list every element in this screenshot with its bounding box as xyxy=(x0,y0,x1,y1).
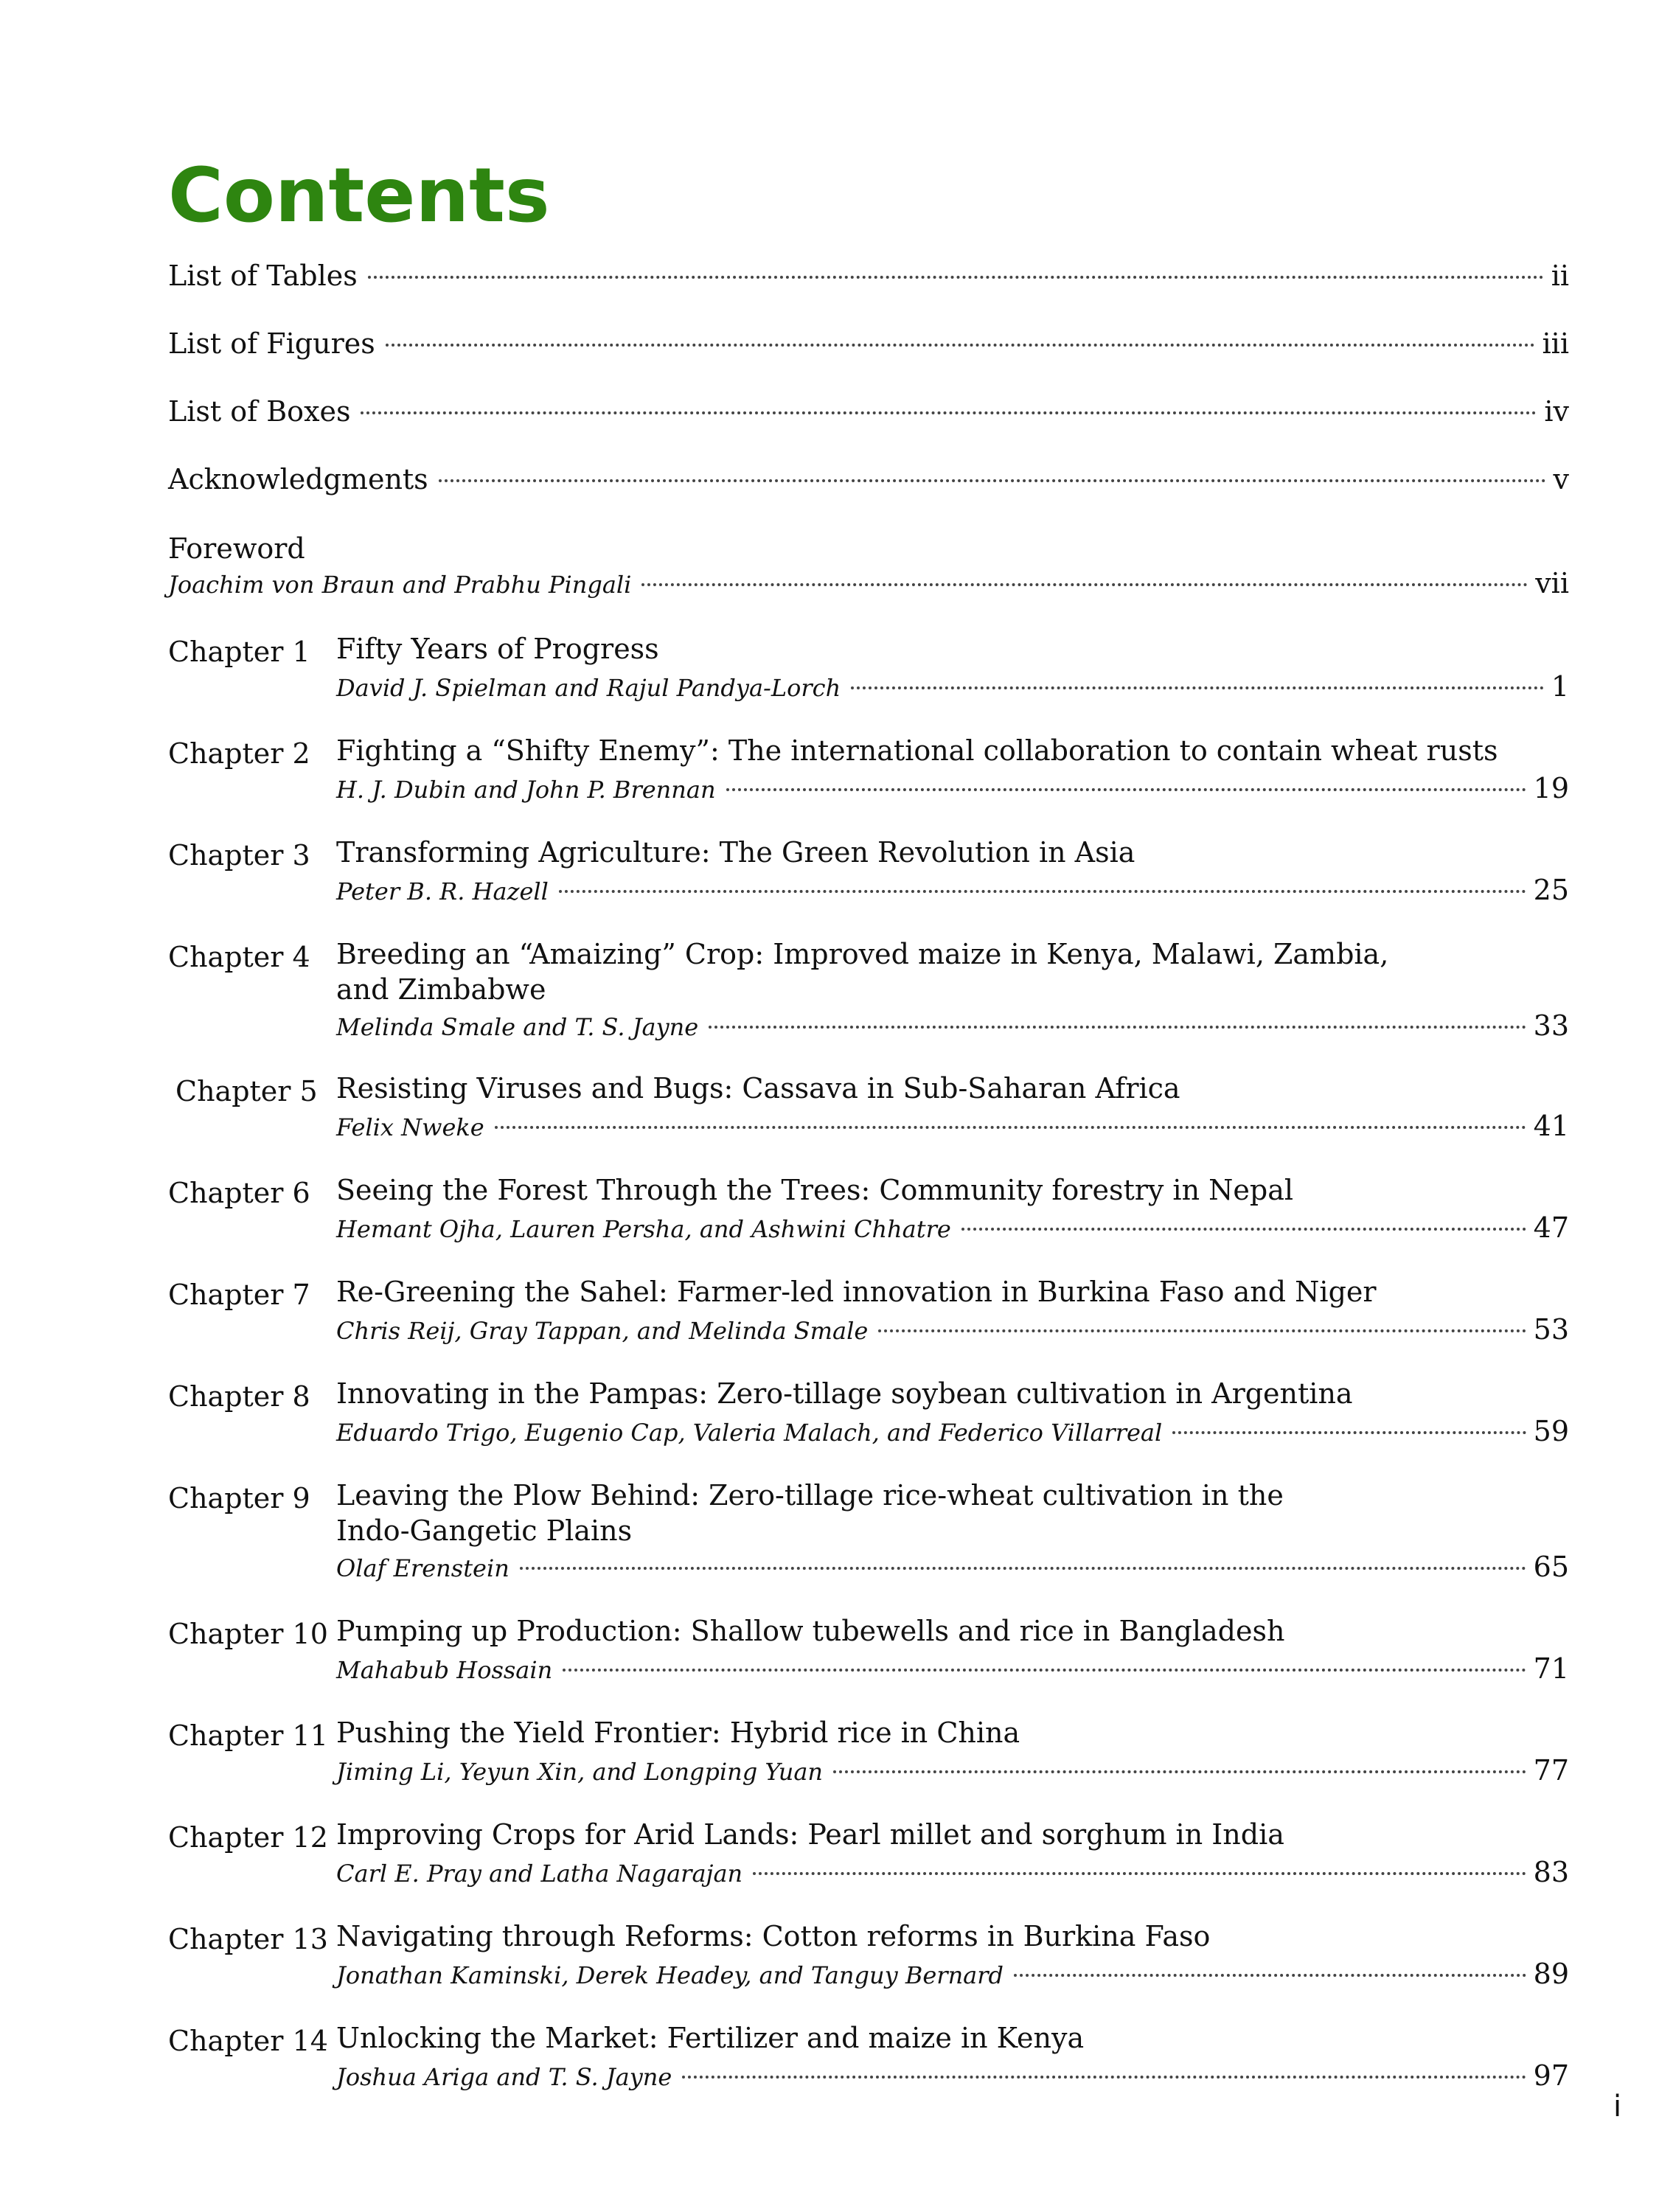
dot-leader xyxy=(368,276,1544,279)
toc-entry-acknowledgments[interactable] xyxy=(168,459,1569,500)
dot-leader xyxy=(439,479,1546,482)
dot-leader xyxy=(851,686,1544,689)
toc-authors: Chris Reij, Gray Tappan, and Melinda Smale xyxy=(336,1317,869,1345)
dot-leader xyxy=(878,1329,1526,1332)
chapter-authors-row xyxy=(336,2057,1569,2096)
chapter-authors-row xyxy=(336,1955,1569,1994)
page-number: i xyxy=(1613,2090,1622,2124)
dot-leader xyxy=(386,344,1535,347)
chapter-label: Chapter 4 xyxy=(168,941,310,973)
chapter-authors-row xyxy=(336,1548,1569,1587)
toc-authors: Joshua Ariga and T. S. Jayne xyxy=(336,2063,672,2091)
chapter-authors-row xyxy=(336,1007,1569,1046)
chapter-authors-row xyxy=(336,1107,1569,1146)
chapter-title: Fighting a “Shifty Enemy”: The international collaboration to contain wheat rusts xyxy=(336,734,1498,767)
chapter-label: Chapter 7 xyxy=(168,1279,310,1311)
toc-page-number: 41 xyxy=(1533,1110,1569,1142)
toc-page-number: iv xyxy=(1544,395,1569,428)
toc-authors: Olaf Erenstein xyxy=(336,1554,509,1582)
chapter-label: Chapter 14 xyxy=(168,2025,328,2057)
chapter-title: Pushing the Yield Frontier: Hybrid rice in China xyxy=(336,1717,1020,1749)
chapter-title: Transforming Agriculture: The Green Revolution in Asia xyxy=(336,836,1135,869)
chapter-title: Breeding an “Amaizing” Crop: Improved maize in Kenya, Malawi, Zambia, and Zimbabwe xyxy=(336,938,1389,1006)
dot-leader xyxy=(753,1872,1526,1875)
chapter-label: Chapter 1 xyxy=(168,636,310,668)
chapter-authors-row xyxy=(336,1209,1569,1248)
dot-leader xyxy=(495,1126,1526,1129)
chapter-label: Chapter 9 xyxy=(168,1482,310,1514)
toc-authors: H. J. Dubin and John P. Brennan xyxy=(336,776,716,804)
chapter-label: Chapter 8 xyxy=(168,1380,310,1413)
chapter-authors-row xyxy=(336,1650,1569,1688)
toc-page-number: 47 xyxy=(1533,1211,1569,1244)
toc-page-number: 77 xyxy=(1533,1754,1569,1787)
toc-authors: Felix Nweke xyxy=(336,1113,484,1141)
dot-leader xyxy=(1014,1974,1526,1977)
toc-entry-list-of-tables[interactable] xyxy=(168,255,1569,296)
chapter-title: Fifty Years of Progress xyxy=(336,633,659,665)
chapter-label: Chapter 3 xyxy=(168,839,310,872)
chapter-title: Seeing the Forest Through the Trees: Community forestry in Nepal xyxy=(336,1174,1294,1206)
toc-page-number: 33 xyxy=(1533,1009,1569,1042)
chapter-title: Improving Crops for Arid Lands: Pearl millet and sorghum in India xyxy=(336,1818,1284,1851)
toc-page-number: 19 xyxy=(1533,772,1569,804)
dot-leader xyxy=(833,1770,1526,1773)
dot-leader xyxy=(1172,1431,1526,1434)
toc-authors: Joachim von Braun and Prabhu Pingali xyxy=(168,571,632,599)
chapter-authors-row xyxy=(336,1854,1569,1892)
page-title: Contents xyxy=(168,152,550,240)
chapter-authors-row xyxy=(336,668,1569,706)
toc-authors: Eduardo Trigo, Eugenio Cap, Valeria Malach, and Federico Villarreal xyxy=(336,1419,1163,1447)
dot-leader xyxy=(726,788,1526,791)
dot-leader xyxy=(361,411,1537,414)
toc-page-number: iii xyxy=(1542,327,1569,360)
toc-entry-list-of-figures[interactable] xyxy=(168,323,1569,364)
foreword-authors-row xyxy=(168,565,1569,603)
toc-page-number: v xyxy=(1553,463,1569,495)
chapter-authors-row xyxy=(336,1311,1569,1349)
dot-leader xyxy=(559,890,1526,893)
toc-page-number: 71 xyxy=(1533,1652,1569,1685)
toc-page-number: 97 xyxy=(1533,2059,1569,2092)
dot-leader xyxy=(682,2076,1526,2079)
toc-authors: Peter B. R. Hazell xyxy=(336,877,549,905)
chapter-authors-row xyxy=(336,1752,1569,1790)
chapter-authors-row xyxy=(336,1413,1569,1451)
toc-entry-label: List of Figures xyxy=(168,327,375,360)
toc-authors: Mahabub Hossain xyxy=(336,1656,553,1684)
chapter-label: Chapter 12 xyxy=(168,1821,328,1854)
chapter-label: Chapter 2 xyxy=(168,737,310,770)
chapter-label: Chapter 6 xyxy=(168,1177,310,1209)
toc-page-number: 1 xyxy=(1551,670,1569,703)
toc-authors: Melinda Smale and T. S. Jayne xyxy=(336,1013,699,1041)
toc-page-number: 65 xyxy=(1533,1551,1569,1583)
dot-leader xyxy=(563,1669,1526,1672)
toc-entry-label: Acknowledgments xyxy=(168,463,428,495)
chapter-title: Re-Greening the Sahel: Farmer-led innovation in Burkina Faso and Niger xyxy=(336,1276,1377,1308)
chapter-authors-row xyxy=(336,770,1569,808)
chapter-title: Innovating in the Pampas: Zero-tillage soybean cultivation in Argentina xyxy=(336,1377,1353,1410)
toc-page-number: 83 xyxy=(1533,1856,1569,1888)
chapter-title: Pumping up Production: Shallow tubewells and rice in Bangladesh xyxy=(336,1615,1285,1647)
toc-authors: Jonathan Kaminski, Derek Headey, and Tanguy Bernard xyxy=(336,1961,1004,1989)
toc-authors: David J. Spielman and Rajul Pandya-Lorch xyxy=(336,674,841,702)
dot-leader xyxy=(961,1228,1526,1231)
toc-entry-label: List of Tables xyxy=(168,260,358,292)
chapter-label: Chapter 11 xyxy=(168,1719,328,1752)
chapter-title: Unlocking the Market: Fertilizer and maize in Kenya xyxy=(336,2022,1085,2054)
toc-entry-foreword[interactable]: Foreword xyxy=(168,532,305,565)
toc-page-number: ii xyxy=(1551,260,1569,292)
toc-page-number: 59 xyxy=(1533,1415,1569,1447)
chapter-authors-row xyxy=(336,872,1569,910)
toc-authors: Jiming Li, Yeyun Xin, and Longping Yuan xyxy=(336,1758,824,1786)
contents-page xyxy=(168,0,1569,2212)
toc-entry-list-of-boxes[interactable] xyxy=(168,391,1569,432)
chapter-title: Resisting Viruses and Bugs: Cassava in Sub-Saharan Africa xyxy=(336,1072,1180,1105)
toc-authors: Carl E. Pray and Latha Nagarajan xyxy=(336,1860,743,1888)
dot-leader xyxy=(520,1567,1526,1570)
dot-leader xyxy=(641,583,1528,586)
chapter-title: Leaving the Plow Behind: Zero-tillage rice-wheat cultivation in the Indo-Gangetic Plains xyxy=(336,1479,1284,1547)
toc-page-number: 25 xyxy=(1533,874,1569,906)
dot-leader xyxy=(709,1026,1526,1029)
toc-page-number: 53 xyxy=(1533,1313,1569,1346)
chapter-label: Chapter 13 xyxy=(168,1923,328,1955)
toc-authors: Hemant Ojha, Lauren Persha, and Ashwini Chhatre xyxy=(336,1215,951,1243)
toc-entry-label: List of Boxes xyxy=(168,395,351,428)
chapter-label: Chapter 5 xyxy=(175,1075,318,1107)
chapter-title: Navigating through Reforms: Cotton reforms in Burkina Faso xyxy=(336,1920,1211,1952)
toc-page-number: vii xyxy=(1535,567,1569,599)
toc-page-number: 89 xyxy=(1533,1958,1569,1990)
chapter-label: Chapter 10 xyxy=(168,1618,328,1650)
